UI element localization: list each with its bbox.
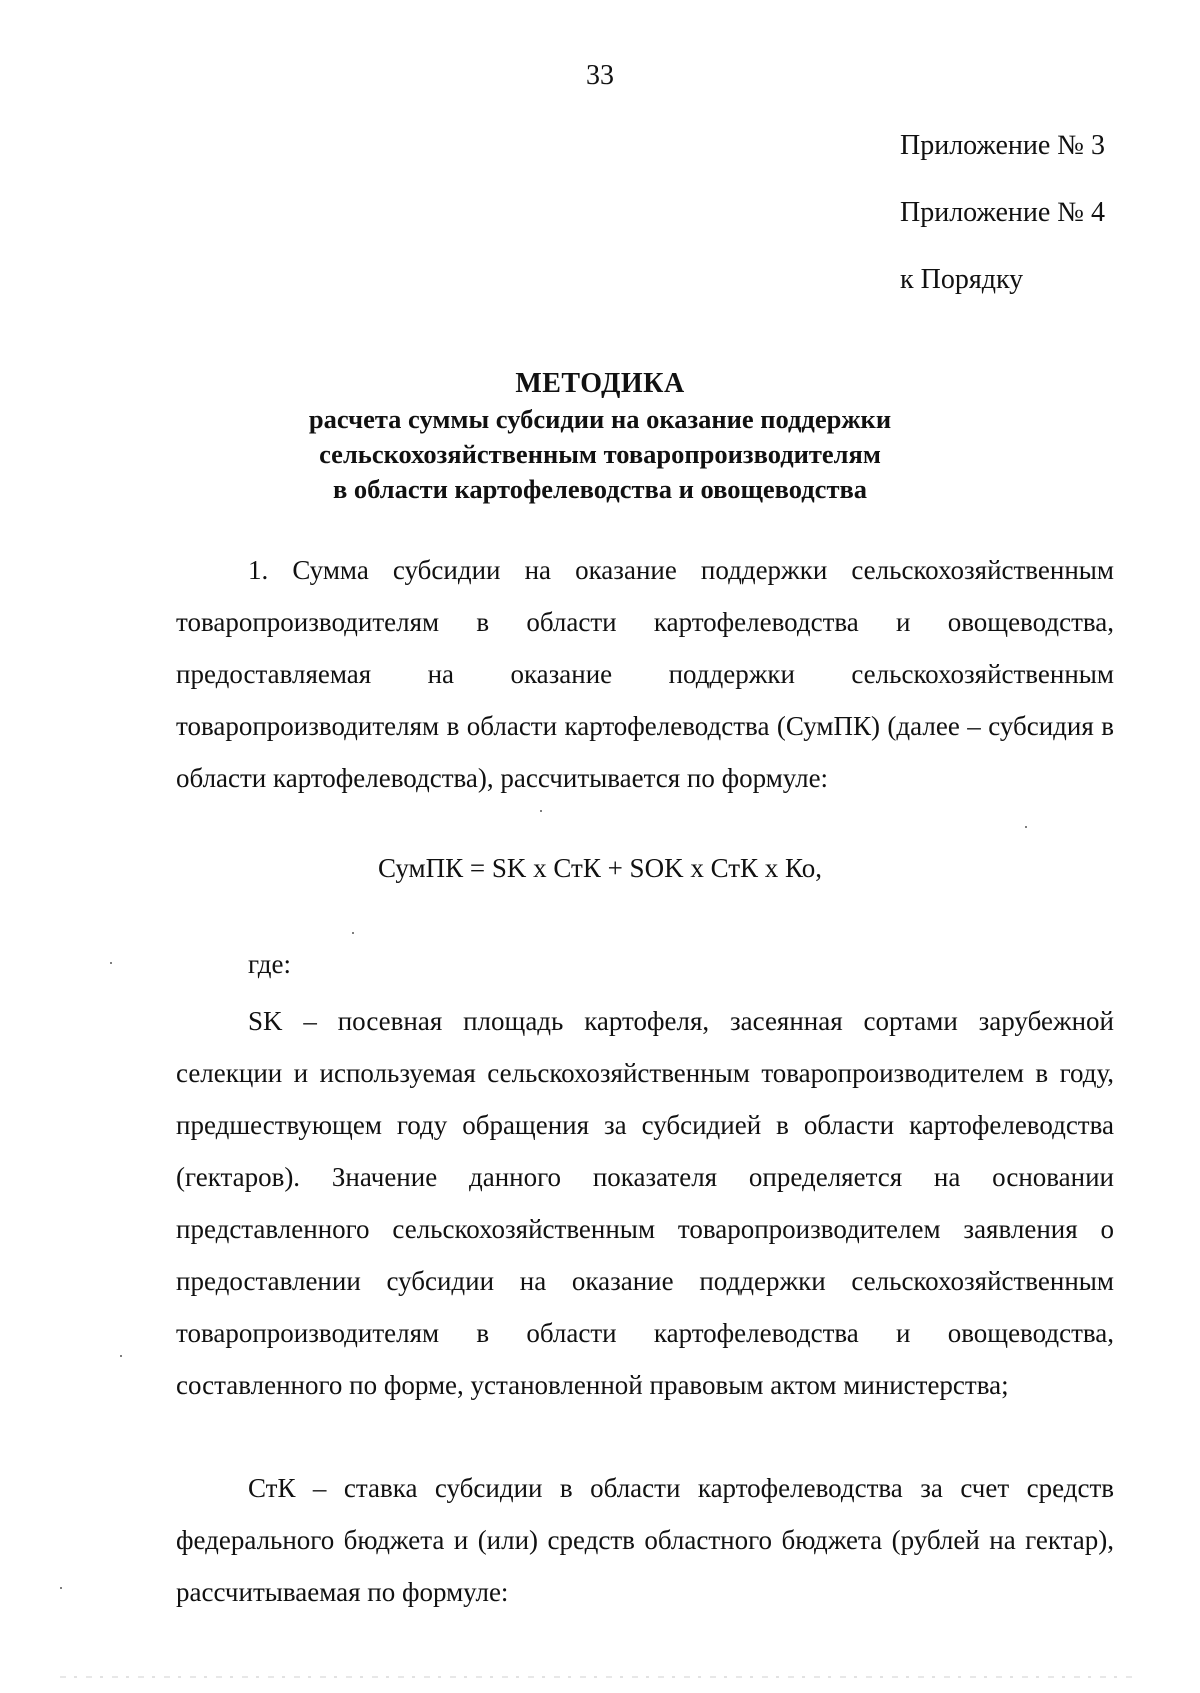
scan-speck [352,932,354,934]
scan-edge-line [60,1676,1140,1678]
scan-speck [60,1587,62,1589]
appendix-line-2: Приложение № 4 [900,197,1105,228]
definition-sk-block [176,995,1114,1411]
page-number: 33 [586,60,614,91]
scan-speck [540,810,542,812]
paragraph-1: 1. Сумма субсидии на оказание поддержки сельскохозяйственным товаропроизводителям в области картофелеводства и овощеводства, предоставляемая на оказание поддержки сельскохозяйственным товаропроизводителям в области картофелеводства (СумПК) (далее – субсидия в области картофелеводства), рассчитывается по формуле: [176,555,1114,793]
definition-stk-block [176,1462,1114,1618]
heading-line-3: в области картофелеводства и овощеводства [332,474,868,504]
heading-title: МЕТОДИКА [515,368,685,399]
definition-sk: SK – посевная площадь картофеля, засеянная сортами зарубежной селекции и используемая сельскохозяйственным товаропроизводителем в году, предшествующем году обращения за субсидией в области картофелеводства (гектаров). Значение данного показателя определяется на основании представленного сельскохозяйственным товаропроизводителем заявления о предоставлении субсидии на оказание поддержки сельскохозяйственным товаропроизводителям в области картофелеводства и овощеводства, составленного по форме, установленной правовым актом министерства; [176,1006,1114,1400]
heading-line-1: расчета суммы субсидии на оказание поддержки [308,404,892,434]
formula-sumpk: СумПК = SK x СтК + SOK x СтК x Ко, [378,853,822,883]
where-label: где: [248,949,291,979]
scan-speck [1025,826,1027,828]
appendix-line-3: к Порядку [900,264,1024,295]
appendix-line-1: Приложение № 3 [900,130,1105,161]
definition-stk: СтК – ставка субсидии в области картофелеводства за счет средств федерального бюджета и (или) средств областного бюджета (рублей на гектар), рассчитываемая по формуле: [176,1473,1114,1607]
scan-speck [120,1355,122,1357]
document-heading [0,366,1200,507]
heading-line-2: сельскохозяйственным товаропроизводителям [319,439,881,469]
scan-speck [110,962,112,964]
paragraph-1-block [176,544,1114,804]
